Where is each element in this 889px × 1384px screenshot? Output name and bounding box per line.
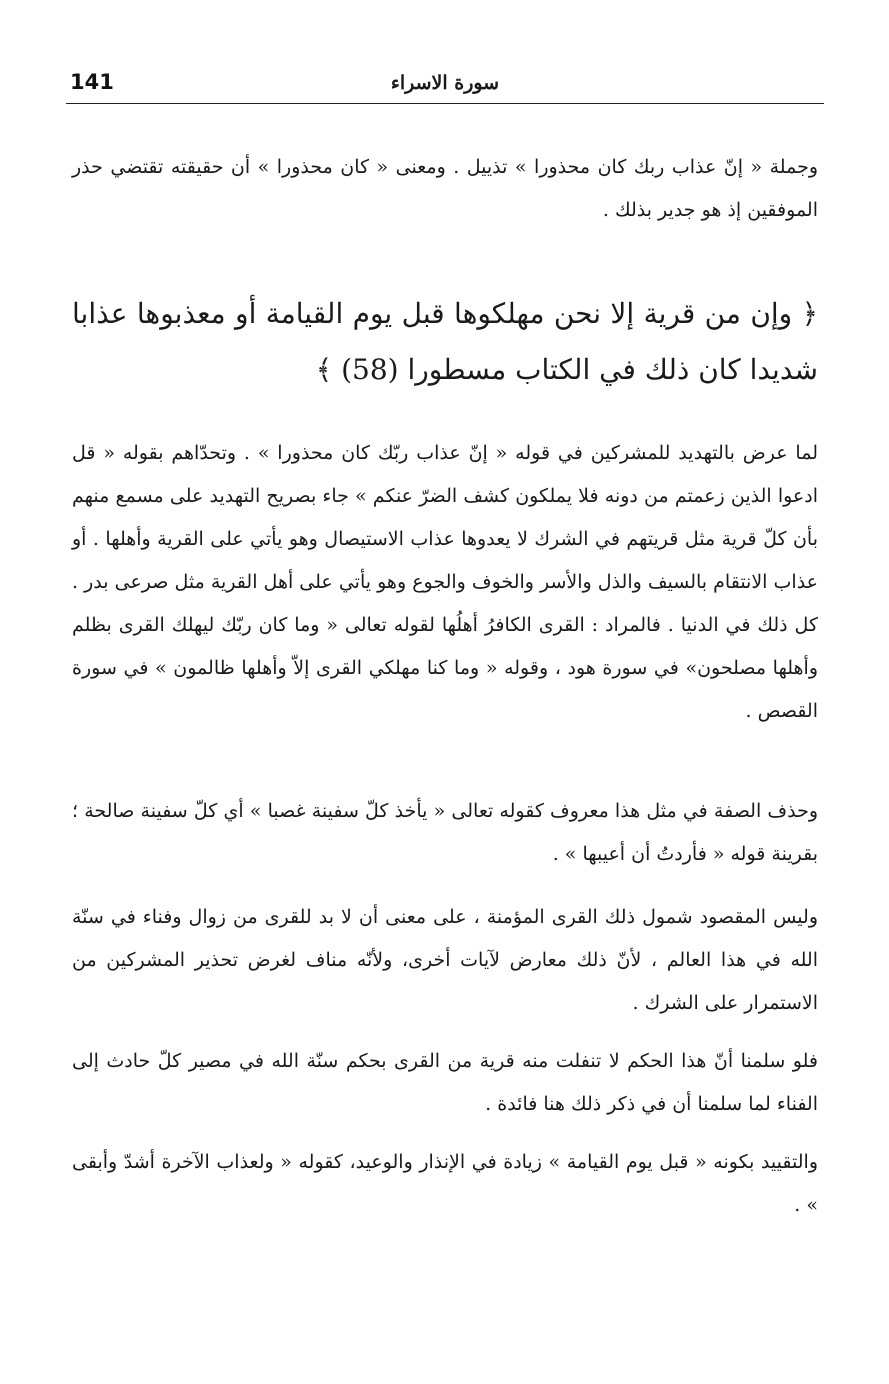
- verse-text: ﴿ وإن من قرية إلا نحن مهلكوها قبل يوم القيامة أو معذبوها عذابا شديدا كان ذلك في الكتاب مسطورا (58) ﴾: [72, 297, 818, 386]
- running-title: سورة الاسراء: [390, 72, 500, 94]
- paragraph-text: وحذف الصفة في مثل هذا معروف كقوله تعالى « يأخذ كلّ سفينة غصبا » أي كلّ سفينة صالحة ؛ بقرينة قوله « فأردتُ أن أعيبها » .: [72, 800, 818, 865]
- paragraph-text: وجملة « إنّ عذاب ربك كان محذورا » تذييل . ومعنى « كان محذورا » أن حقيقته تقتضي حذر الموفقين إذ هو جدير بذلك .: [72, 156, 818, 221]
- paragraph-intro: [72, 146, 818, 232]
- paragraph-commentary: [72, 790, 818, 876]
- header-divider: [66, 103, 824, 104]
- page-number: 141: [70, 70, 114, 94]
- paragraph-text: فلو سلمنا أنّ هذا الحكم لا تنفلت منه قرية من القرى بحكم سنّة الله في مصير كلّ حادث إلى الفناء لما سلمنا أن في ذكر ذلك هنا فائدة .: [72, 1050, 818, 1115]
- paragraph-text: والتقييد بكونه « قبل يوم القيامة » زيادة في الإنذار والوعيد، كقوله « ولعذاب الآخرة أشدّ وأبقى » .: [72, 1151, 818, 1216]
- page-header: [66, 70, 824, 104]
- paragraph-commentary: [72, 432, 818, 733]
- paragraph-commentary: [72, 896, 818, 1025]
- paragraph-text: وليس المقصود شمول ذلك القرى المؤمنة ، على معنى أن لا بد للقرى من زوال وفناء في سنّة الله في هذا العالم ، لأنّ ذلك معارض لآيات أخرى، ولأنّه مناف لغرض تحذير المشركين من الاستمرار على الشرك .: [72, 906, 818, 1014]
- paragraph-text: لما عرض بالتهديد للمشركين في قوله « إنّ عذاب ربّك كان محذورا » . وتحدّاهم بقوله « قل ادعوا الذين زعمتم من دونه فلا يملكون كشف الضرّ عنكم » جاء بصريح التهديد على مسمع منهم بأن كلّ قرية مثل قريتهم في الشرك لا يعدوها عذاب الاستيصال وهو يأتي على القرية وأهلها . أو عذاب الانتقام بالسيف والذل والأسر والخوف والجوع وهو يأتي على أهل القرية مثل صرعى بدر . كل ذلك في الدنيا . فالمراد : القرى الكافرُ أهلُها لقوله تعالى « وما كان ربّك ليهلك القرى بظلم وأهلها مصلحون» في سورة هود ، وقوله « وما كنا مهلكي القرى إلاّ وأهلها ظالمون » في سورة القصص .: [72, 442, 818, 722]
- paragraph-commentary: [72, 1141, 818, 1227]
- quran-verse: [72, 286, 818, 398]
- paragraph-commentary: [72, 1040, 818, 1126]
